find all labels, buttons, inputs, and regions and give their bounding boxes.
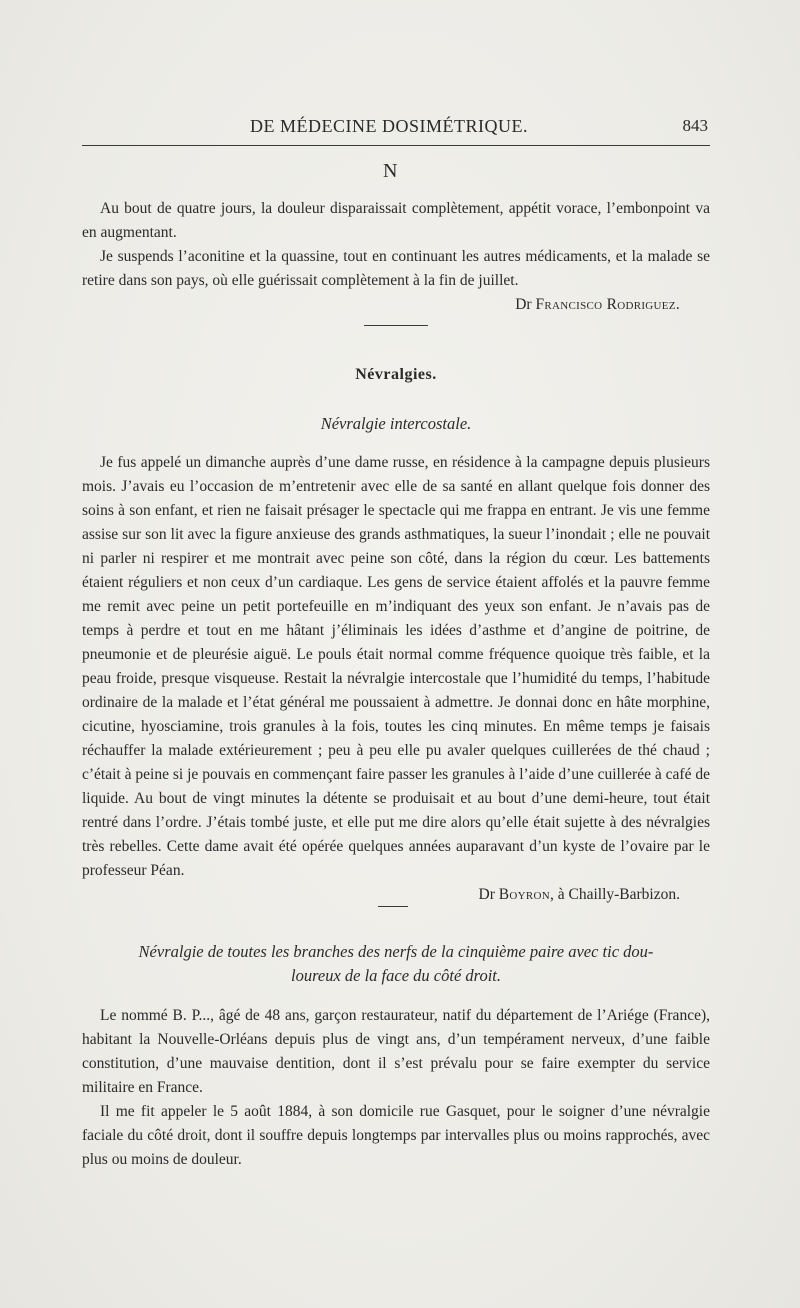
section-intercostal [82,451,710,907]
signature-name: Francisco Rodriguez. [535,296,680,313]
paragraph: Le nommé B. P..., âgé de 48 ans, garçon restaurateur, natif du département de l’Ariége (France), habitant la Nouvelle-Orléans depuis plus de vingt ans, d’un tempérament nerveux, d’une faible constitution, d’une mauvaise dentition, dont il s’est prévalu pour se faire exempter du service militaire en France. [82,1007,710,1096]
subtitle-line: loureux de la face du côté droit. [290,966,501,985]
signature-mark: N [383,160,398,182]
paragraph: Je suspends l’aconitine et la quassine, tout en continuant les autres médicaments, et la malade se retire dans son pays, où elle guérissait complètement à la fin de juillet. [82,248,710,289]
section-divider [378,906,408,907]
header-rule [82,145,710,146]
signature-prefix: Dr [478,886,499,903]
section-subtitle [82,940,710,988]
section-previous-case [82,197,710,317]
subtitle-line: Névralgie de toutes les branches des nerfs de la cinquième paire avec tic dou- [138,942,654,961]
section-subtitle: Névralgie intercostale. [320,414,472,433]
running-head [82,116,710,140]
author-signature [82,293,710,317]
paragraph: Je fus appelé un dimanche auprès d’une dame russe, en résidence à la campagne depuis plusieurs mois. J’avais eu l’occasion de m’entretenir avec elle de sa santé en allant quelque fois donner des soins à son enfant, et rien ne faisait présager le spectacle qui me frappa en entrant. Je vis une femme assise sur son lit avec la figure anxieuse des grands asthmatiques, la sueur l’inondait ; elle ne pouvait ni parler ni respirer et me montrait avec peine son côté, dans la région du cœur. Les battements étaient réguliers et non ceux d’un cardiaque. Les gens de service étaient affolés et la pauvre femme me remit avec peine un petit portefeuille en m’indiquant des yeux son enfant. Je n’avais pas de temps à perdre et tout en me hâtant j’éliminais les idées d’asthme et d’angine de poitrine, de pneumonie et de pleurésie aiguë. Le pouls était normal comme fréquence quoique très faible, et la peau froide, presque visqueuse. Restait la névralgie intercostale que l’humidité du temps, l’habitude ordinaire de la malade et l’état général me poussaient à admettre. Je donnai donc en hâte morphine, cicutine, hyosciamine, trois granules à la fois, toutes les cinq minutes. En même temps je faisais réchauffer la malade extérieurement ; peu à peu elle pu avaler quelques cuillerées de thé chaud ; c’était à peine si je pouvais en commençant faire passer les granules à l’aide d’une cuillerée à café de liquide. Au bout de vingt minutes la détente se produisait et au bout d’une demi-heure, tout était rentré dans l’ordre. J’étais tombé juste, et elle put me dire alors qu’elle était sujette à des névralgies très rebelles. Cette dame avait été opérée quelques années auparavant d’un kyste de l’ovaire par le professeur Péan. [82,454,710,879]
running-title: DE MÉDECINE DOSIMÉTRIQUE. [250,116,528,136]
section-title: Névralgies. [355,366,437,383]
page-number: 843 [682,116,708,135]
author-signature [82,883,710,907]
paragraph: Il me fit appeler le 5 août 1884, à son domicile rue Gasquet, pour le soigner d’une névralgie faciale du côté droit, dont il souffre depuis longtemps par intervalles plus ou moins rapprochés, avec plus ou moins de douleur. [82,1103,710,1168]
section-facial-neuralgia [82,1004,710,1172]
paragraph: Au bout de quatre jours, la douleur disparaissait complètement, appétit vorace, l’embonpoint va en augmentant. [82,200,710,241]
signature-prefix: Dr [515,296,536,313]
signature-name: Boyron [498,886,550,903]
section-divider [364,325,428,326]
signature-place: , à Chailly-Barbizon. [550,886,680,903]
